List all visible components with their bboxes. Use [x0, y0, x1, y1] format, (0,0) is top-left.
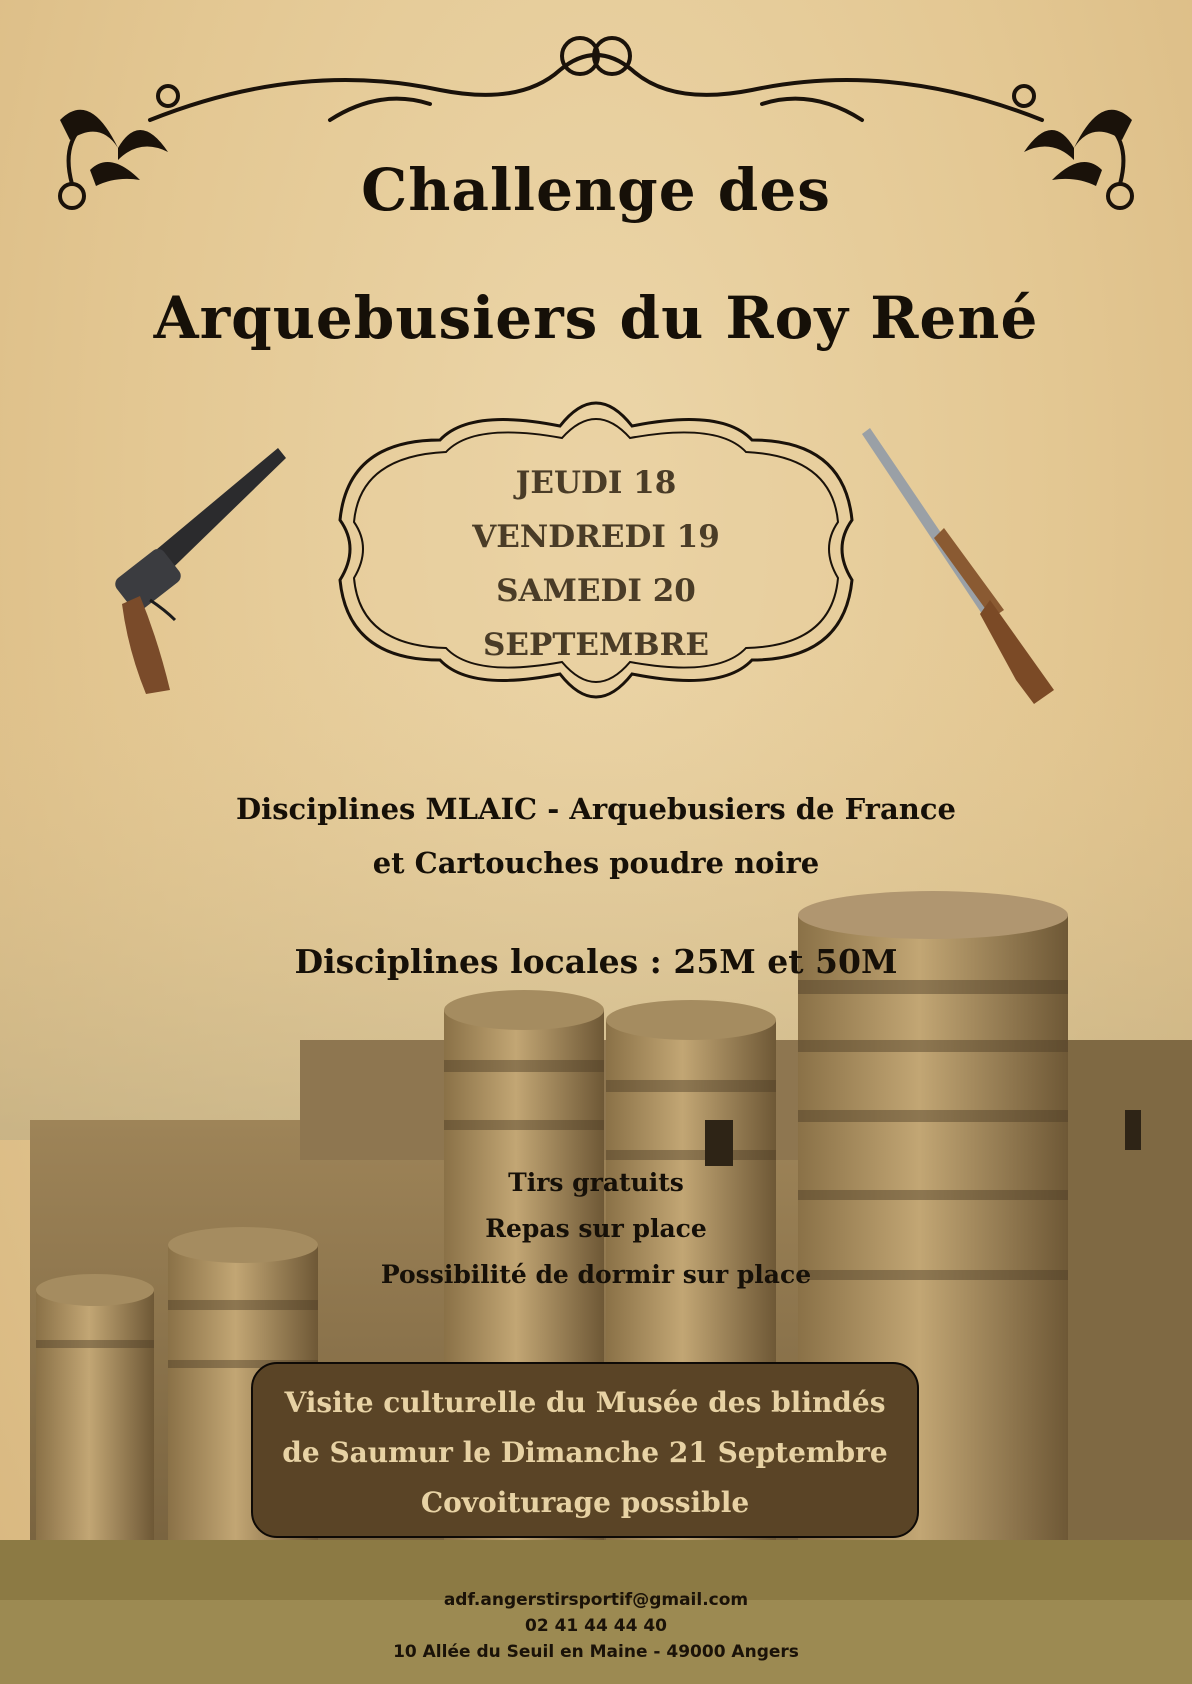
disciplines-line1: Disciplines MLAIC - Arquebusiers de France: [236, 792, 956, 826]
event-dates: [0, 456, 1192, 672]
visit-line2: de Saumur le Dimanche 21 Septembre: [282, 1436, 888, 1469]
contact-address: 10 Allée du Seuil en Maine - 49000 Angers: [393, 1642, 799, 1662]
extra-meals: Repas sur place: [485, 1214, 707, 1243]
museum-visit-box: [251, 1362, 919, 1538]
extra-lodging: Possibilité de dormir sur place: [380, 1260, 812, 1289]
local-disciplines: Disciplines locales : 25M et 50M: [294, 942, 898, 981]
event-extras: [0, 1160, 1192, 1298]
contact-email[interactable]: adf.angerstirsportif@gmail.com: [443, 1590, 749, 1610]
disciplines-line2: et Cartouches poudre noire: [372, 846, 820, 880]
visit-line1: Visite culturelle du Musée des blindés: [284, 1386, 886, 1419]
date-day-2: VENDREDI 19: [472, 519, 720, 555]
contact-info: [0, 1587, 1192, 1665]
poster-title-line1: Challenge des: [361, 156, 831, 224]
poster-title-line2: Arquebusiers du Roy René: [153, 284, 1039, 352]
contact-phone[interactable]: 02 41 44 44 40: [525, 1616, 667, 1636]
disciplines-heading: [0, 782, 1192, 890]
extra-free-shooting: Tirs gratuits: [508, 1168, 684, 1197]
visit-line3: Covoiturage possible: [420, 1486, 750, 1519]
date-day-1: JEUDI 18: [515, 465, 677, 501]
date-month: SEPTEMBRE: [483, 627, 709, 663]
date-day-3: SAMEDI 20: [496, 573, 696, 609]
